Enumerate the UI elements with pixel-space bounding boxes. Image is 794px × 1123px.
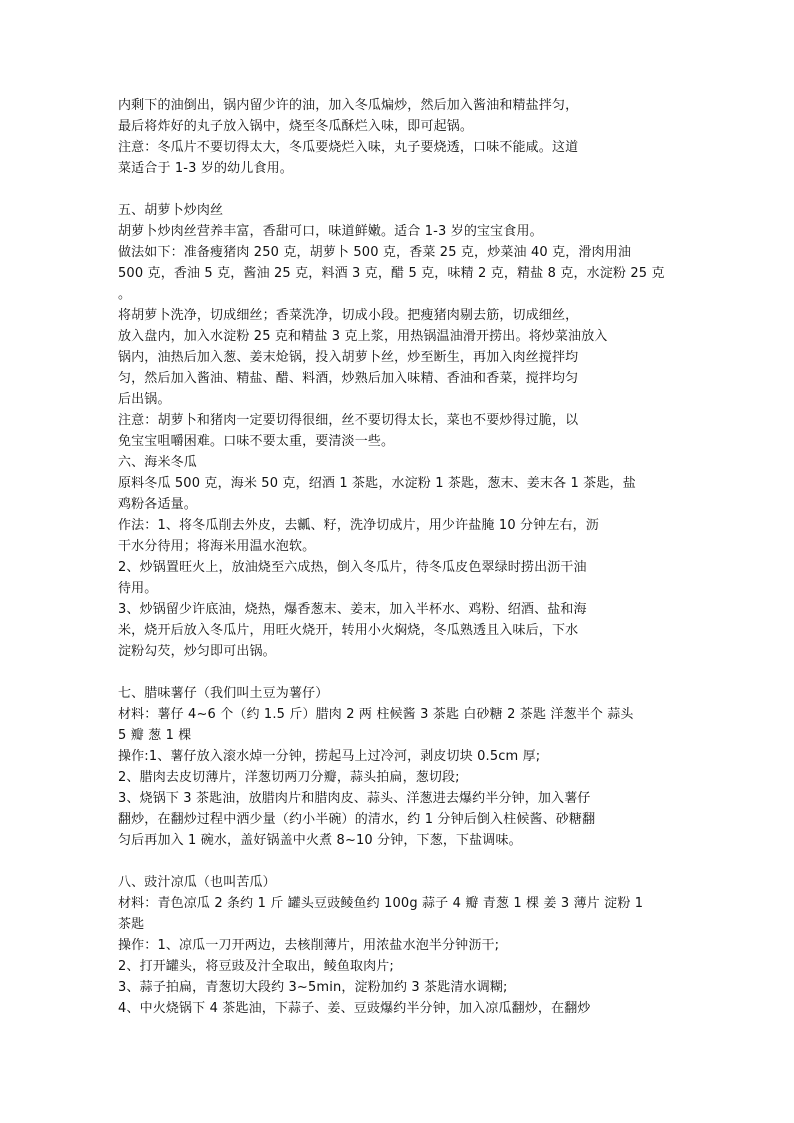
section-heading: 七、腊味薯仔（我们叫土豆为薯仔） [118,686,329,701]
text-line: 4、中火烧锅下 4 茶匙油，下蒜子、姜、豆豉爆约半分钟，加入凉瓜翻炒，在翻炒 [118,1001,591,1016]
text-line: 3、蒜子拍扁，青葱切大段约 3~5min，淀粉加约 3 茶匙清水调糊; [118,980,508,995]
text-line: 待用。 [118,581,158,596]
text-block [118,200,678,662]
paragraph-gap [118,662,678,683]
text-line: 原料冬瓜 500 克，海米 50 克，绍酒 1 茶匙，水淀粉 1 茶匙，葱末、姜末各 1 茶匙，盐 [118,476,636,491]
text-line: 将胡萝卜洗净，切成细丝；香菜洗净，切成小段。把瘦猪肉剔去筋，切成细丝， [118,308,579,323]
text-line: 最后将炸好的丸子放入锅中，烧至冬瓜酥烂入味，即可起锅。 [118,119,474,134]
text-line: 匀，然后加入酱油、精盐、醋、料酒，炒熟后加入味精、香油和香菜，搅拌均匀 [118,371,579,386]
text-line: 鸡粉各适量。 [118,497,197,512]
text-line: 注意：胡萝卜和猪肉一定要切得很细，丝不要切得太长，菜也不要炒得过脆，以 [118,413,579,428]
text-line: 后出锅。 [118,392,171,407]
text-line: 3、烧锅下 3 茶匙油，放腊肉片和腊肉皮、蒜头、洋葱进去爆约半分钟，加入薯仔 [118,791,591,806]
paragraph-gap [118,851,678,872]
text-line: 注意：冬瓜片不要切得太大，冬瓜要烧烂入味，丸子要烧透，口味不能咸。这道 [118,140,579,155]
text-block [118,683,678,851]
section-heading: 五、胡萝卜炒肉丝 [118,203,224,218]
text-line: 翻炒，在翻炒过程中洒少量（约小半碗）的清水，约 1 分钟后倒入柱候酱、砂糖翻 [118,812,596,827]
text-line: 操作：1、凉瓜一刀开两边，去核削薄片，用浓盐水泡半分钟沥干; [118,938,500,953]
text-block [118,95,678,179]
text-line: 3、炒锅留少许底油，烧热，爆香葱末、姜末，加入半杯水、鸡粉、绍酒、盐和海 [118,602,587,617]
text-line: 胡萝卜炒肉丝营养丰富，香甜可口，味道鲜嫩。适合 1-3 岁的宝宝食用。 [118,224,543,239]
text-line: 免宝宝咀嚼困难。口味不要太重，要清淡一些。 [118,434,395,449]
text-block [118,872,678,1019]
text-line: 。 [118,287,132,302]
section-heading: 八、豉汁凉瓜（也叫苦瓜） [118,875,276,890]
section-heading: 六、海米冬瓜 [118,455,197,470]
text-line: 菜适合于 1-3 岁的幼儿食用。 [118,161,293,176]
text-line: 材料：青色凉瓜 2 条约 1 斤 罐头豆豉鲮鱼约 100g 蒜子 4 瓣 青葱 1 棵 姜 3 薄片 淀粉 1 [118,896,644,911]
text-line: 干水分待用；将海米用温水泡软。 [118,539,316,554]
text-line: 锅内，油热后加入葱、姜末炝锅，投入胡萝卜丝，炒至断生，再加入肉丝搅拌均 [118,350,579,365]
text-line: 作法：1、将冬瓜削去外皮，去瓤、籽，洗净切成片，用少许盐腌 10 分钟左右，沥 [118,518,599,533]
text-line: 材料：薯仔 4~6 个（约 1.5 斤）腊肉 2 两 柱候酱 3 茶匙 白砂糖 2 茶匙 洋葱半个 蒜头 [118,707,634,722]
paragraph-gap [118,179,678,200]
text-line: 茶匙 [118,917,145,932]
text-line: 操作:1、薯仔放入滚水焯一分钟，捞起马上过冷河，剥皮切块 0.5cm 厚; [118,749,541,764]
text-line: 5 瓣 葱 1 棵 [118,728,192,743]
text-line: 匀后再加入 1 碗水，盖好锅盖中火煮 8~10 分钟，下葱，下盐调味。 [118,833,522,848]
text-line: 2、腊肉去皮切薄片，洋葱切两刀分瓣，蒜头拍扁，葱切段; [118,770,460,785]
text-line: 内剩下的油倒出，锅内留少许的油，加入冬瓜煸炒，然后加入酱油和精盐拌匀， [118,98,579,113]
text-line: 2、炒锅置旺火上，放油烧至六成热，倒入冬瓜片，待冬瓜皮色翠绿时捞出沥干油 [118,560,587,575]
text-line: 500 克，香油 5 克，酱油 25 克，料酒 3 克，醋 5 克，味精 2 克，精盐 8 克，水淀粉 25 克 [118,266,665,281]
text-line: 淀粉勾芡，炒匀即可出锅。 [118,644,276,659]
text-line: 做法如下：准备瘦猪肉 250 克，胡萝卜 500 克，香菜 25 克，炒菜油 40 克，滑肉用油 [118,245,631,260]
document-page [118,95,678,1019]
text-line: 米，烧开后放入冬瓜片，用旺火烧开，转用小火焖烧，冬瓜熟透且入味后，下水 [118,623,579,638]
text-line: 2、打开罐头，将豆豉及汁全取出，鲮鱼取肉片; [118,959,394,974]
text-line: 放入盘内，加入水淀粉 25 克和精盐 3 克上浆，用热锅温油滑开捞出。将炒菜油放入 [118,329,608,344]
